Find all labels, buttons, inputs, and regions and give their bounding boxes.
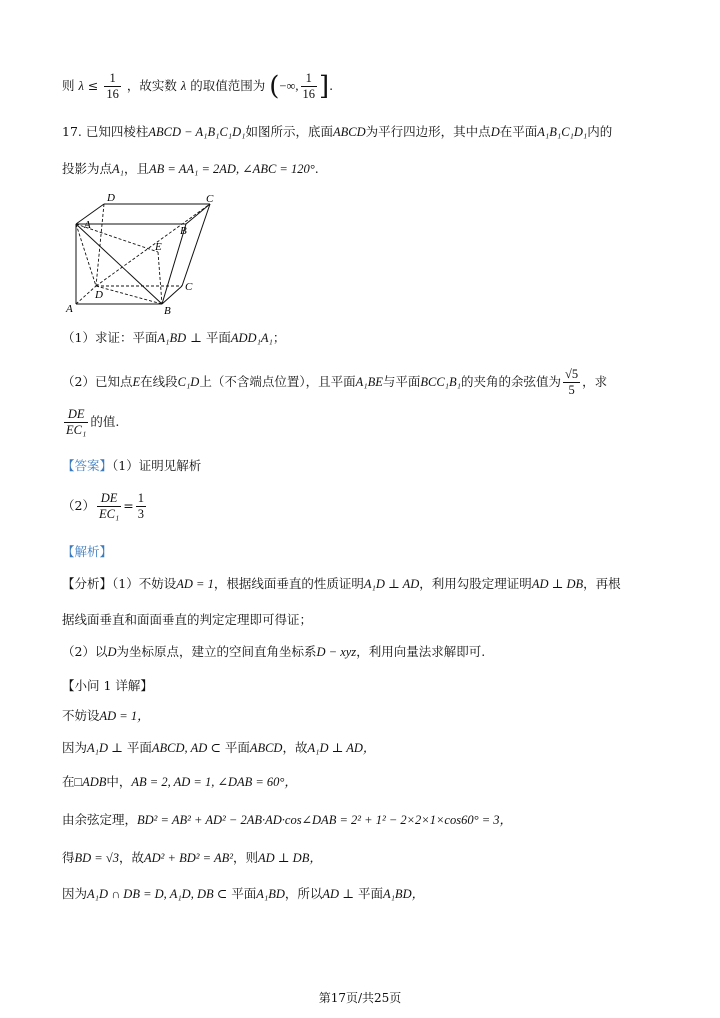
text: 则	[62, 78, 75, 94]
label-C1: C	[206, 193, 214, 205]
part-2-ratio: $\frac{DE}{\text{EC₁}}$ 的值.	[66, 407, 120, 438]
text: ，故实数	[126, 78, 177, 94]
part-2: （2）已知点E在线段C₁D上（不含端点位置），且平面A₁BE与平面BCC₁B₁的夹角的余弦值为 $\frac{√5}{5}$ ，求	[62, 367, 608, 398]
prism-figure	[62, 190, 212, 318]
label-B: B	[164, 305, 171, 317]
page-footer: 第17页/共25页	[318, 991, 402, 1005]
fraction-1-3: $\frac{1}{3}$	[137, 491, 145, 522]
le-sign: ≤	[87, 78, 99, 94]
fenxi-line3: （2）以D为坐标原点，建立的空间直角坐标系D − xyz，利用向量法求解即可.	[62, 644, 486, 659]
xiaowen-1: 【小问 1 详解】	[62, 678, 153, 693]
fraction-sqrt5-5: $\frac{√5}{5}$	[565, 367, 579, 398]
neg-infinity: −∞,	[279, 79, 299, 94]
label-C: C	[185, 281, 193, 293]
question-17-line2: 投影为点A₁，且AB = AA₁ = 2AD, ∠ABC = 120°.	[62, 161, 319, 176]
lambda: λ	[78, 79, 84, 94]
question-17-line1: 17. 已知四棱柱ABCD − A₁B₁C₁D₁如图所示，底面ABCD为平行四边形，其中点D在平面A₁B₁C₁D₁内的	[62, 124, 613, 139]
step-6: 因为A₁D ∩ DB = D, A₁D, DB ⊂ 平面A₁BD，所以AD ⊥ 平面A₁BD，	[62, 886, 425, 901]
step-3: 在□ADB中，AB = 2, AD = 1, ∠DAB = 60°，	[62, 774, 297, 789]
fraction-1-16: $\frac{1}{16}$	[302, 71, 316, 102]
step-5: 得BD = √3，故AD² + BD² = AB²，则AD ⊥ DB，	[62, 850, 322, 865]
fraction-1-16: $\frac{1}{16}$	[106, 71, 119, 102]
label-D1: D	[107, 192, 115, 204]
left-paren: (	[269, 71, 280, 102]
label-B1: B	[180, 225, 187, 237]
text: 的取值范围为	[190, 78, 266, 94]
fraction-DE-EC1: $\frac{DE}{\text{EC₁}}$	[98, 491, 120, 522]
step-2: 因为A₁D ⊥ 平面ABCD, AD ⊂ 平面ABCD，故A₁D ⊥ AD，	[62, 740, 376, 755]
right-bracket: ]	[319, 71, 330, 102]
label-A1: A	[84, 219, 91, 231]
fraction-DE-EC1: $\frac{DE}{\text{EC₁}}$	[66, 407, 87, 438]
lambda: λ	[180, 79, 187, 94]
answer-2: （2） $\frac{DE}{\text{EC₁}}$ = $\frac{1}{3}$	[62, 491, 145, 522]
step-4: 由余弦定理，BD² = AB² + AD² − 2AB·AD·cos∠DAB = 2² + 1² − 2×2×1×cos60° = 3，	[62, 812, 513, 827]
label-A: A	[66, 303, 73, 315]
part-1: （1）求证：平面A₁BD ⊥ 平面ADD₁A₁；	[62, 330, 286, 345]
step-1: 不妨设AD = 1，	[62, 708, 150, 723]
answer-1: 【答案】（1）证明见解析	[62, 458, 202, 473]
label-D: D	[95, 289, 103, 301]
line-lambda-range: 则 λ ≤ $\frac{1}{16}$ ，故实数 λ 的取值范围为 (−∞, $\frac{1}{16}$ ].	[62, 71, 334, 102]
fenxi-line2: 据线面垂直和面面垂直的判定定理即可得证；	[62, 612, 313, 627]
label-E: E	[155, 241, 162, 253]
jiexi-label: 【解析】	[62, 544, 113, 559]
fenxi-line1: 【分析】（1）不妨设AD = 1，根据线面垂直的性质证明A₁D ⊥ AD，利用勾股定理证明AD ⊥ DB，再根	[62, 576, 621, 591]
